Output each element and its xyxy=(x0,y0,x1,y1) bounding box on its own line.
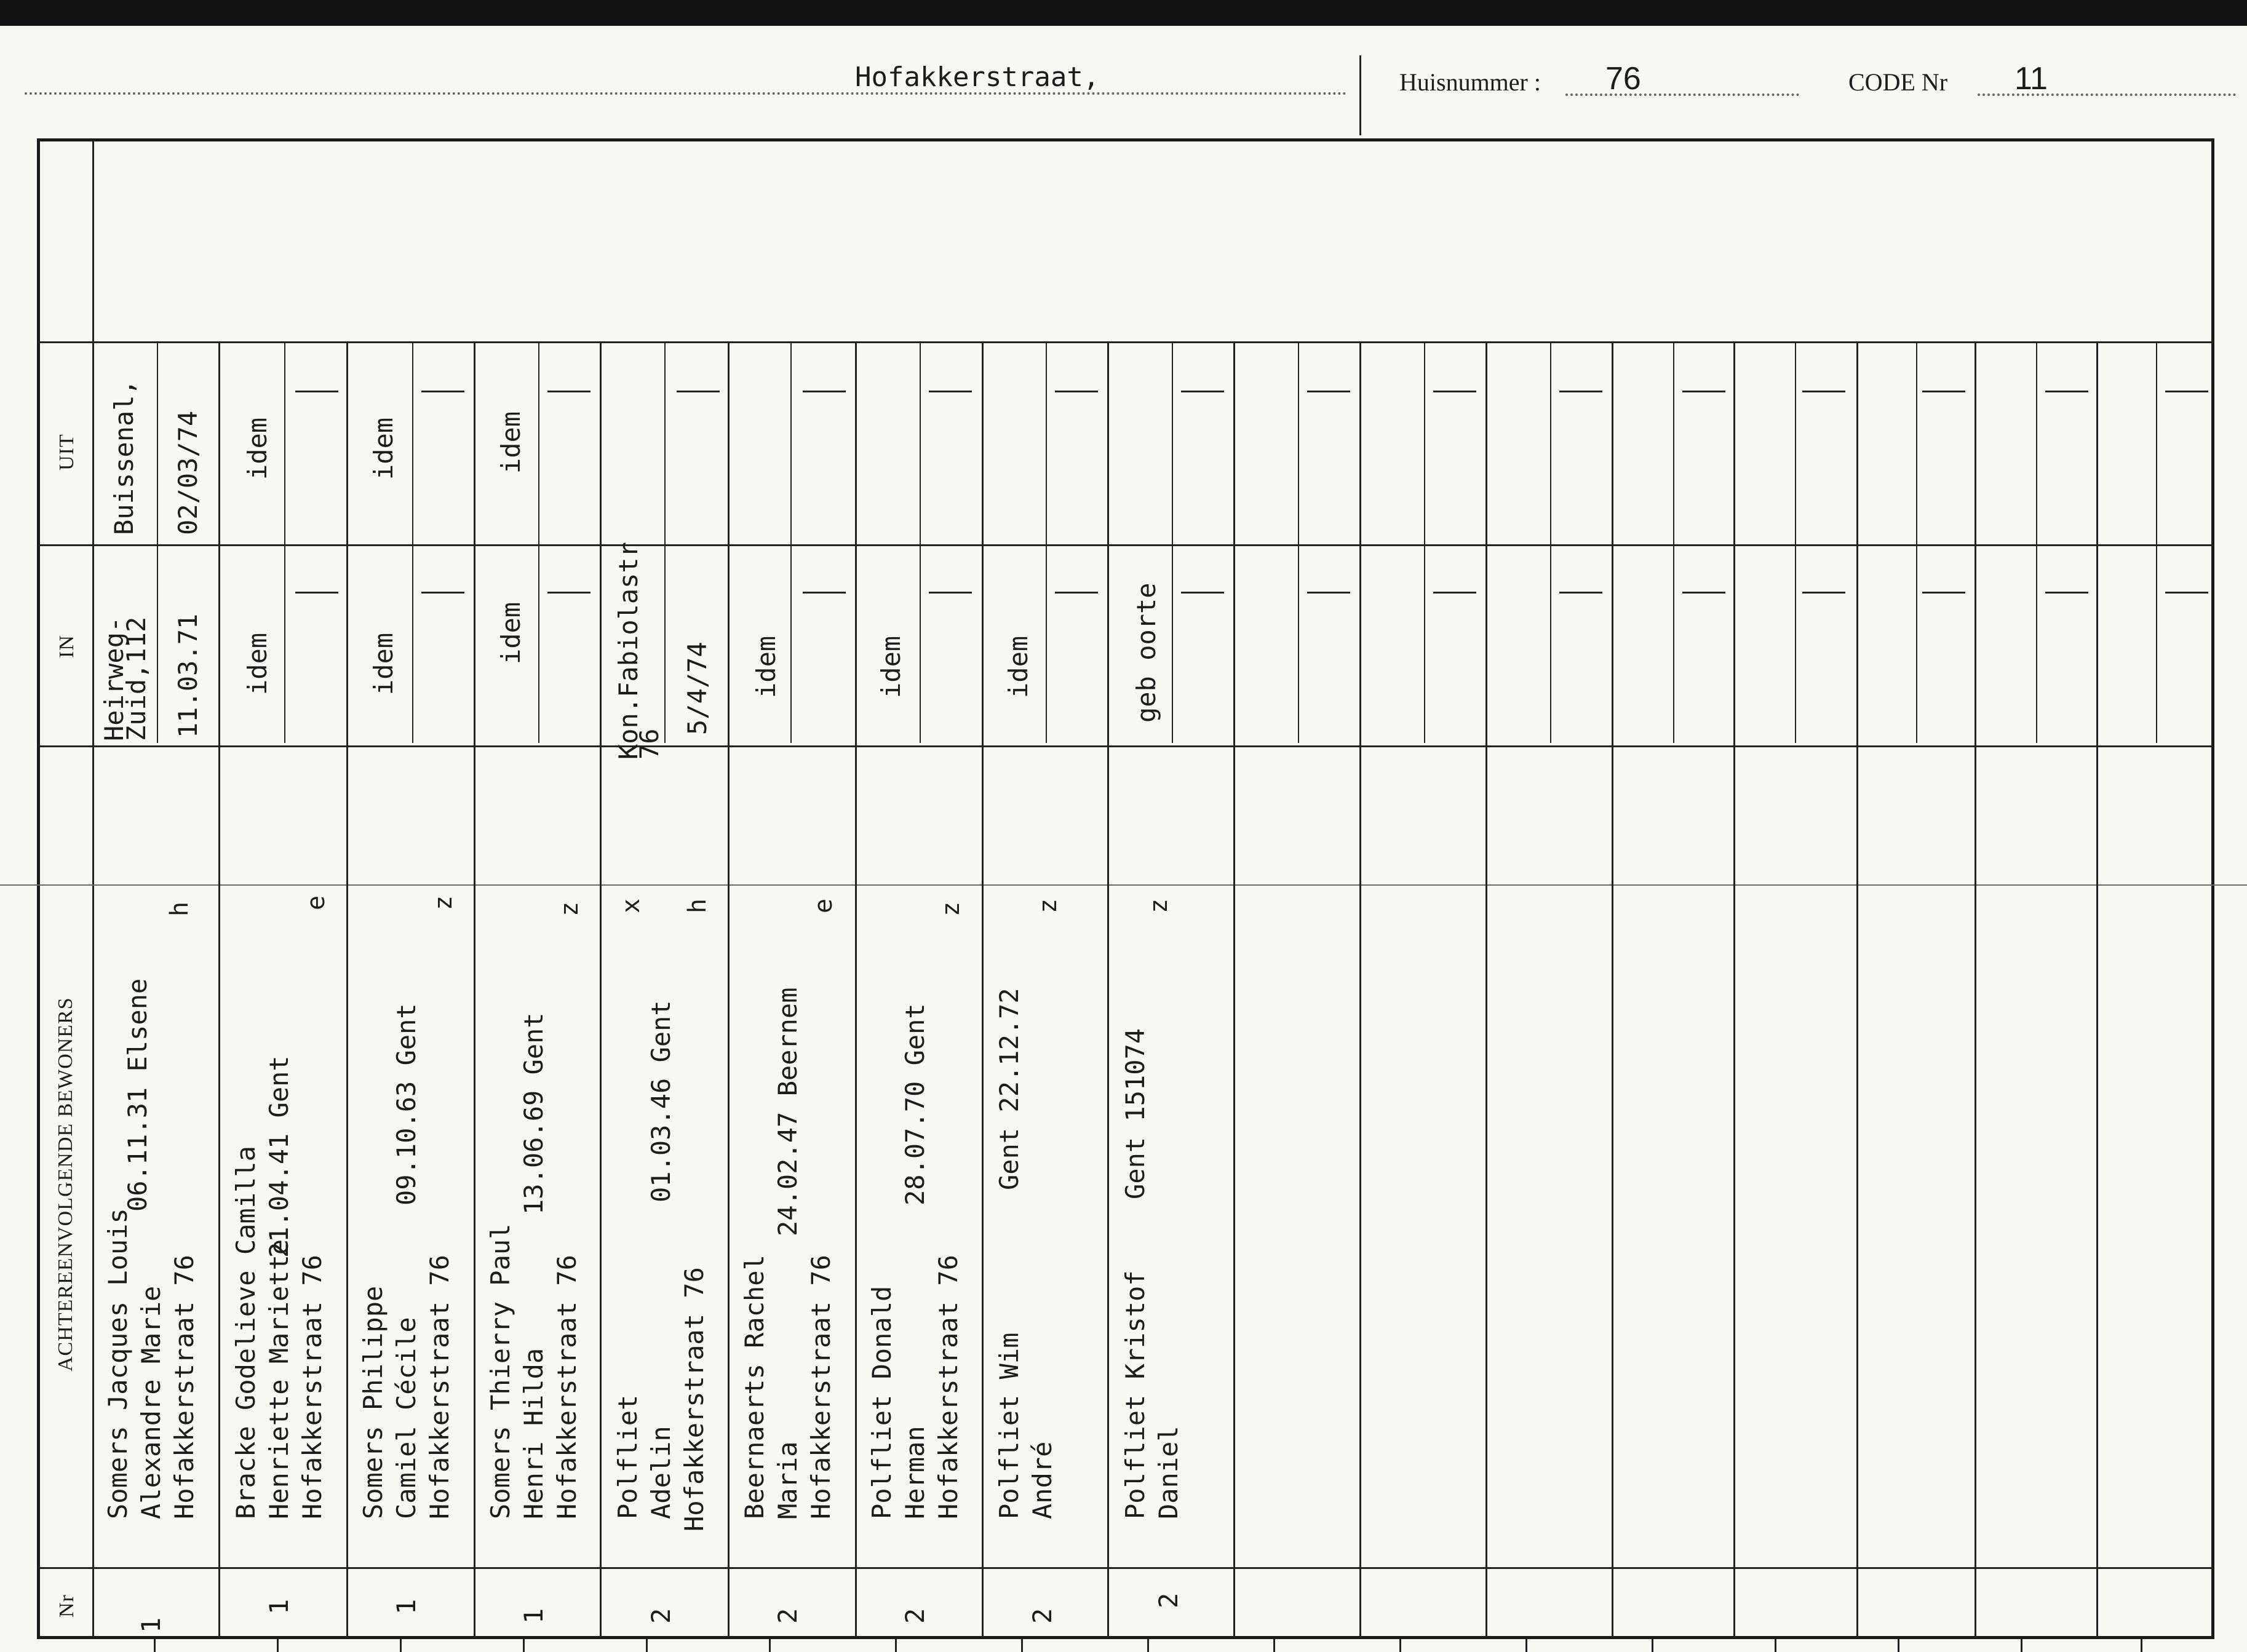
code-value: 11 xyxy=(2014,61,2048,97)
resident-line-3: Hofakkerstraat 76 xyxy=(297,1255,327,1519)
empty-mark xyxy=(1433,391,1476,392)
birth-info: 21.04.41 Gent xyxy=(264,1055,294,1258)
empty-mark xyxy=(803,391,846,392)
sex-code: z xyxy=(429,895,458,910)
tick xyxy=(400,1639,402,1652)
resident-line-3: Hofakkerstraat 76 xyxy=(679,1267,709,1531)
row-number: 1 xyxy=(136,1617,166,1633)
resident-line-2: Adelin xyxy=(646,1426,676,1519)
column-divider xyxy=(474,343,475,1638)
column-divider xyxy=(600,343,602,1638)
in-place: Heirweg- Zuid,112 xyxy=(99,616,151,741)
sex-code: z xyxy=(937,901,965,916)
column-divider xyxy=(1485,343,1487,1638)
empty-mark xyxy=(1922,592,1965,594)
sub-divider xyxy=(538,343,539,743)
empty-mark xyxy=(1559,391,1602,392)
column-divider xyxy=(2096,343,2098,1638)
tick xyxy=(895,1639,897,1652)
row-number: 1 xyxy=(391,1598,421,1614)
header-divider xyxy=(1359,55,1361,135)
uit-date: 02/03/74 xyxy=(173,410,203,535)
sub-divider xyxy=(284,343,285,743)
sub-divider xyxy=(1795,343,1796,743)
empty-mark xyxy=(547,391,591,392)
tick xyxy=(154,1639,156,1652)
tick xyxy=(769,1639,771,1652)
in-place: idem xyxy=(368,632,399,695)
sub-divider xyxy=(1046,343,1047,743)
resident-line-2: Henriette Mariette xyxy=(264,1239,294,1519)
birth-info: 06.11.31 Elsene xyxy=(122,978,153,1212)
birth-info: 24.02.47 Beernem xyxy=(773,987,803,1236)
in-date: 5/4/74 xyxy=(682,641,712,735)
empty-mark xyxy=(1307,592,1350,594)
column-divider xyxy=(982,343,984,1638)
column-divider xyxy=(1733,343,1735,1638)
birth-info: 28.07.70 Gent xyxy=(900,1003,930,1205)
empty-mark xyxy=(1055,592,1098,594)
empty-mark xyxy=(677,391,720,392)
resident-line-1: Beernaerts Rachel xyxy=(739,1255,770,1519)
in-place: idem xyxy=(751,635,781,698)
empty-mark xyxy=(295,592,338,594)
resident-line-3: Hofakkerstraat 76 xyxy=(806,1255,836,1519)
empty-mark xyxy=(547,592,591,594)
empty-mark xyxy=(2165,391,2208,392)
huisnummer-underline xyxy=(1565,93,1799,96)
sub-divider xyxy=(1916,343,1917,743)
column-divider xyxy=(1612,343,1613,1638)
code-label: CODE Nr xyxy=(1848,68,1948,96)
resident-line-2: Alexandre Marie xyxy=(136,1285,166,1519)
column-divider xyxy=(1359,343,1361,1638)
sex-code: h xyxy=(683,898,712,913)
empty-mark xyxy=(803,592,846,594)
uit-place: idem xyxy=(368,417,399,480)
in-place: geb oorte xyxy=(1131,582,1161,723)
birth-info: 13.06.69 Gent xyxy=(519,1012,549,1215)
row-number: 2 xyxy=(1153,1592,1183,1608)
uit-label: UIT xyxy=(55,434,78,471)
resident-line-1: Polfliet xyxy=(613,1394,643,1519)
resident-line-2: Henri Hilda xyxy=(519,1348,549,1519)
scan-top-edge xyxy=(0,0,2247,26)
sub-divider xyxy=(664,343,666,743)
in-label: IN xyxy=(55,635,78,658)
resident-line-1: Polfliet Kristof xyxy=(1120,1270,1150,1519)
in-top-line xyxy=(38,544,2213,546)
uit-place: Buissenal, xyxy=(109,379,139,535)
tick xyxy=(1021,1639,1023,1652)
resident-line-3: Hofakkerstraat 76 xyxy=(933,1255,963,1519)
empty-mark xyxy=(929,592,972,594)
tick xyxy=(1898,1639,1899,1652)
resident-line-2: André xyxy=(1027,1441,1057,1519)
empty-mark xyxy=(1922,391,1965,392)
column-divider xyxy=(1107,343,1109,1638)
column-divider xyxy=(1233,343,1235,1638)
huisnummer-value: 76 xyxy=(1605,61,1641,97)
sub-divider xyxy=(157,343,158,743)
column-divider xyxy=(218,343,220,1638)
birth-info: 01.03.46 Gent xyxy=(646,1000,676,1202)
tick xyxy=(1273,1639,1275,1652)
sub-divider xyxy=(1424,343,1425,743)
sex-code: z xyxy=(1034,898,1062,913)
empty-mark xyxy=(295,391,338,392)
uit-place: idem xyxy=(242,417,272,480)
bewoners-top-line xyxy=(38,745,2213,747)
tick xyxy=(1399,1639,1401,1652)
sex-code: e xyxy=(809,898,838,913)
label-column-divider xyxy=(92,140,94,1638)
empty-mark xyxy=(1802,592,1845,594)
empty-mark xyxy=(1307,391,1350,392)
tick xyxy=(1525,1639,1527,1652)
empty-mark xyxy=(1559,592,1602,594)
resident-line-2: Herman xyxy=(900,1426,930,1519)
empty-mark xyxy=(1682,391,1725,392)
uit-top-line xyxy=(38,341,2213,343)
column-divider xyxy=(346,343,348,1638)
sub-divider xyxy=(1298,343,1299,743)
in-date: 11.03.71 xyxy=(173,613,203,738)
tick xyxy=(2141,1639,2142,1652)
birth-info: Gent 22.12.72 xyxy=(994,988,1024,1190)
resident-line-1: Somers Philippe xyxy=(358,1285,388,1519)
sex-code-marker: x xyxy=(617,898,645,913)
in-place: Kon.Fabiolastr 76 xyxy=(613,541,664,760)
birth-info: Gent 151074 xyxy=(1120,1028,1150,1199)
resident-line-2: Daniel xyxy=(1153,1426,1183,1519)
row-number: 1 xyxy=(519,1608,549,1624)
empty-mark xyxy=(1802,391,1845,392)
fold-line xyxy=(0,884,2247,886)
row-number: 2 xyxy=(773,1608,803,1624)
nr-label: Nr xyxy=(55,1594,78,1618)
empty-mark xyxy=(1181,592,1224,594)
huisnummer-label: Huisnummer : xyxy=(1399,68,1541,96)
empty-mark xyxy=(1055,391,1098,392)
tick xyxy=(277,1639,279,1652)
empty-mark xyxy=(1682,592,1725,594)
tick xyxy=(646,1639,648,1652)
resident-line-1: Bracke Godelieve Camilla xyxy=(231,1146,261,1519)
empty-mark xyxy=(1181,391,1224,392)
street-name: Hofakkerstraat, xyxy=(855,62,1100,93)
sub-divider xyxy=(2036,343,2037,743)
empty-mark xyxy=(421,592,464,594)
resident-line-2: Camiel Cécile xyxy=(391,1317,421,1519)
resident-line-1: Polfliet Wim xyxy=(994,1332,1024,1519)
sub-divider xyxy=(1550,343,1551,743)
resident-line-1: Somers Jacques Louis xyxy=(103,1208,133,1519)
column-divider xyxy=(1975,343,1976,1638)
sub-divider xyxy=(920,343,921,743)
empty-mark xyxy=(2165,592,2208,594)
empty-mark xyxy=(2045,391,2088,392)
row-number: 2 xyxy=(1027,1608,1057,1624)
empty-mark xyxy=(929,391,972,392)
empty-mark xyxy=(421,391,464,392)
row-number: 1 xyxy=(264,1598,294,1614)
sub-divider xyxy=(1673,343,1674,743)
uit-place: idem xyxy=(496,411,526,474)
resident-line-1: Somers Thierry Paul xyxy=(485,1223,515,1519)
sex-code: z xyxy=(1145,898,1173,913)
in-place: idem xyxy=(1003,635,1033,698)
tick xyxy=(1652,1639,1653,1652)
sub-divider xyxy=(1172,343,1173,743)
column-divider xyxy=(1856,343,1858,1638)
empty-mark xyxy=(1433,592,1476,594)
resident-line-2: Maria xyxy=(773,1441,803,1519)
bewoners-label: ACHTEREENVOLGENDE BEWONERS xyxy=(54,997,77,1372)
nr-top-line xyxy=(38,1567,2213,1569)
street-underline xyxy=(25,92,1347,95)
code-underline xyxy=(1978,93,2236,96)
resident-line-3: Hofakkerstraat 76 xyxy=(552,1255,582,1519)
tick xyxy=(1775,1639,1776,1652)
in-place: idem xyxy=(242,632,272,695)
in-place: idem xyxy=(496,602,526,664)
column-divider xyxy=(855,343,857,1638)
resident-line-3: Hofakkerstraat 76 xyxy=(424,1255,455,1519)
sex-code: h xyxy=(165,901,194,916)
tick xyxy=(1147,1639,1149,1652)
row-number: 2 xyxy=(900,1608,930,1624)
empty-mark xyxy=(2045,592,2088,594)
resident-line-1: Polfliet Donald xyxy=(867,1285,897,1519)
sub-divider xyxy=(412,343,413,743)
tick xyxy=(2021,1639,2022,1652)
column-divider xyxy=(728,343,730,1638)
sex-code: e xyxy=(302,895,330,910)
sub-divider xyxy=(2156,343,2157,743)
sex-code: z xyxy=(555,901,584,916)
sub-divider xyxy=(790,343,792,743)
birth-info: 09.10.63 Gent xyxy=(391,1003,421,1205)
row-number: 2 xyxy=(646,1608,676,1624)
resident-line-3: Hofakkerstraat 76 xyxy=(169,1255,199,1519)
tick xyxy=(523,1639,525,1652)
in-place: idem xyxy=(876,635,906,698)
